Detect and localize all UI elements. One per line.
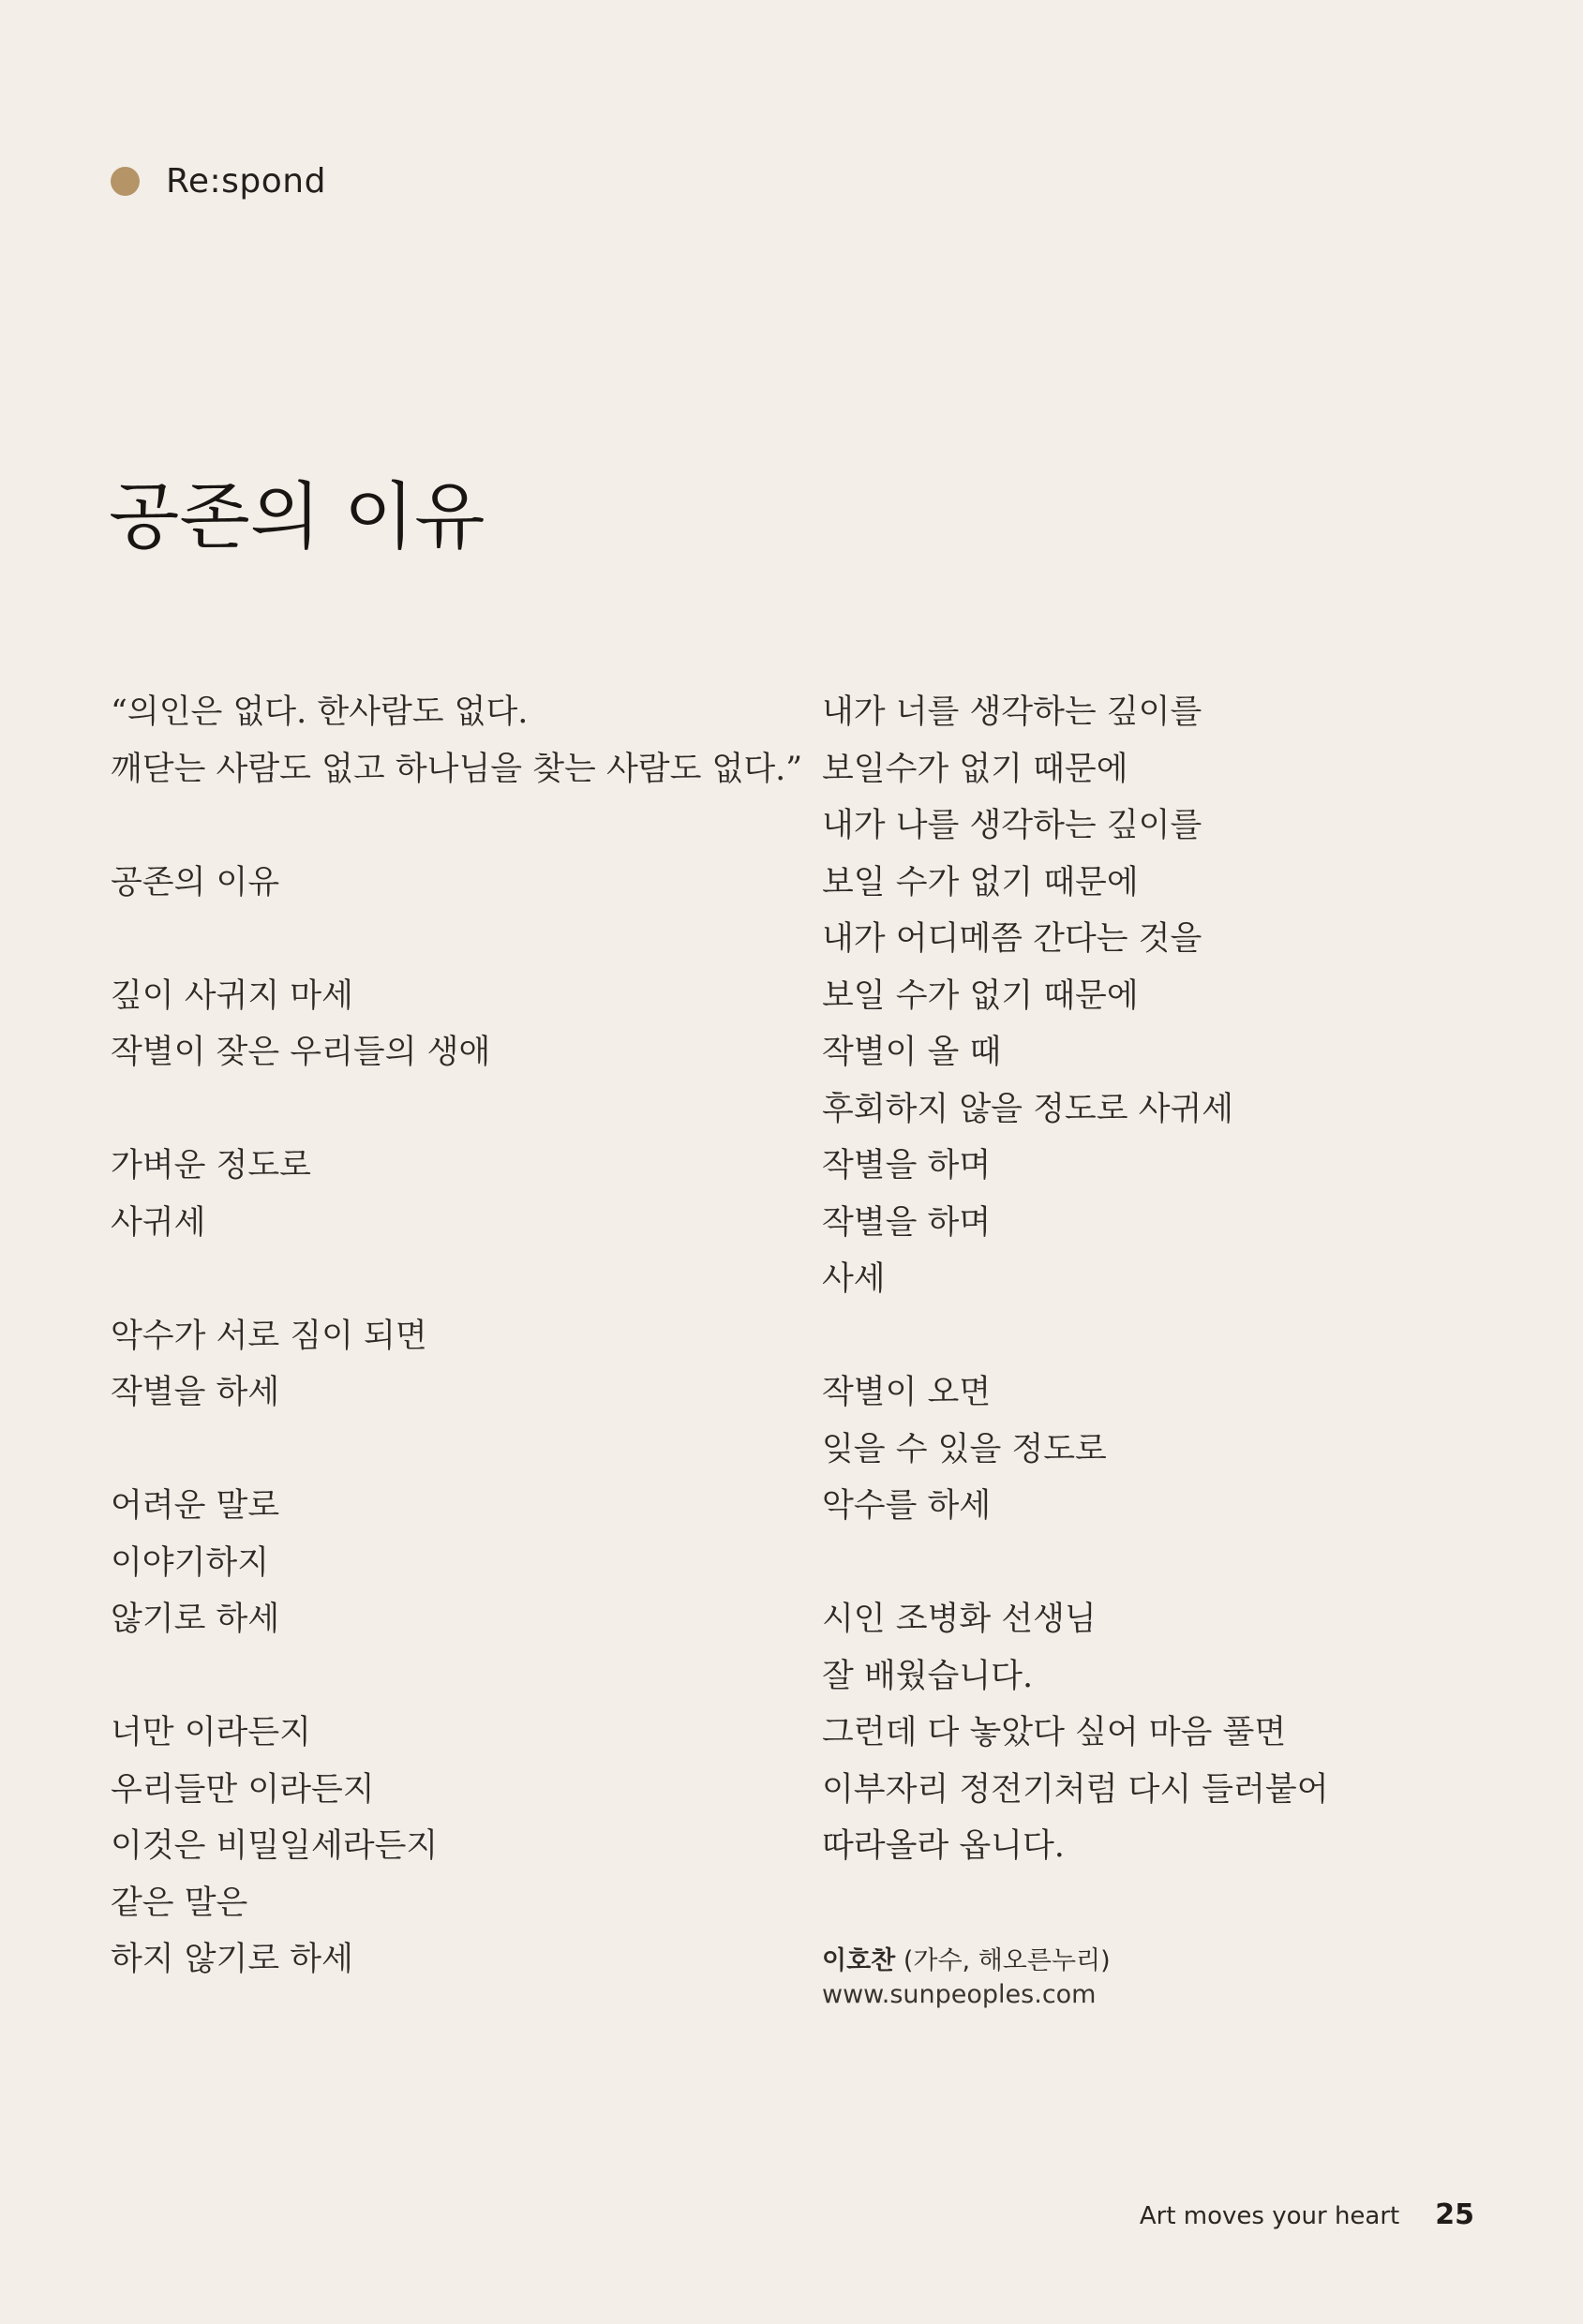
poem-line: 보일 수가 없기 때문에 (822, 976, 1139, 1015)
poem-line: 잘 배웠습니다. (822, 1657, 1034, 1695)
poem-line: 않기로 하세 (111, 1601, 280, 1638)
author-name: 이호찬 (822, 1946, 896, 1975)
poem-line: 작별이 오면 (822, 1374, 992, 1411)
page-number: 25 (1435, 2198, 1474, 2231)
author-website-link[interactable]: www.sunpeoples.com (822, 1980, 1097, 2010)
credit-row (822, 1944, 1309, 1978)
poem-line: 이부자리 정전기처럼 다시 들러붙어 (822, 1770, 1329, 1809)
stanza-break (111, 797, 809, 855)
poem-line: 잊을 수 있을 정도로 (822, 1430, 1107, 1468)
poem-line: 사귀세 (111, 1203, 206, 1242)
author-role: (가수, 해오른누리) (895, 1946, 1111, 1975)
poem-line: 그런데 다 놓았다 싶어 마음 풀면 (822, 1714, 1287, 1751)
poem-line: 내가 너를 생각하는 깊이를 (822, 693, 1202, 731)
stanza-break (111, 1648, 809, 1706)
poem-line: 따라올라 옵니다. (822, 1827, 1065, 1865)
poem-line: 가벼운 정도로 (111, 1147, 311, 1184)
poem-line: 깨닫는 사람도 없고 하나님을 찾는 사람도 없다.” (111, 750, 803, 788)
poem-line: 이야기하지 (111, 1543, 270, 1582)
poem-line: 내가 어디메쯤 간다는 것을 (822, 920, 1202, 958)
footer-tagline: Art moves your heart (1139, 2202, 1400, 2230)
stanza-break (822, 1535, 1520, 1592)
poem-title: 공존의 이유 (109, 475, 485, 559)
poem-line: 하지 않기로 하세 (111, 1941, 353, 1978)
stanza-break (111, 1422, 809, 1479)
poem-line: 작별이 잦은 우리들의 생애 (111, 1034, 491, 1071)
poem-line: 작별을 하세 (111, 1374, 280, 1411)
stanza-break (822, 1308, 1520, 1365)
poem-line: 작별을 하며 (822, 1147, 992, 1184)
stanza-break (111, 1081, 809, 1139)
poem-line: 같은 말은 (111, 1884, 248, 1922)
poem-line: 보일 수가 없기 때문에 (822, 863, 1139, 901)
stanza-break (111, 911, 809, 968)
poem-line: 작별이 올 때 (822, 1034, 1002, 1071)
poem-line: 공존의 이유 (111, 863, 280, 901)
poem-left-column (111, 684, 809, 1989)
poem-line: 우리들만 이라든지 (111, 1770, 375, 1809)
poem-line: 깊이 사귀지 마세 (111, 976, 353, 1015)
section-label: Re:spond (166, 161, 326, 201)
poem-line: 보일수가 없기 때문에 (822, 750, 1128, 788)
poem-line: 너만 이라든지 (111, 1714, 311, 1751)
poem-line: 후회하지 않을 정도로 사귀세 (822, 1090, 1234, 1128)
poem-right-column (822, 684, 1520, 1875)
poem-line: 시인 조병화 선생님 (822, 1601, 1097, 1638)
poem-line: 내가 나를 생각하는 깊이를 (822, 807, 1202, 844)
poem-line: 어려운 말로 (111, 1487, 280, 1525)
page-footer (1140, 2198, 1474, 2231)
stanza-break (111, 1251, 809, 1308)
poem-line: 악수가 서로 짐이 되면 (111, 1317, 427, 1355)
poem-line: “의인은 없다. 한사람도 없다. (111, 693, 529, 731)
poem-line: 작별을 하며 (822, 1203, 992, 1242)
accent-dot-icon (111, 167, 140, 196)
author-credit (822, 1944, 1309, 2013)
section-header (111, 157, 326, 204)
poem-line: 이것은 비밀일세라든지 (111, 1827, 439, 1865)
poem-line: 악수를 하세 (822, 1487, 992, 1525)
poem-line: 사세 (822, 1260, 886, 1298)
